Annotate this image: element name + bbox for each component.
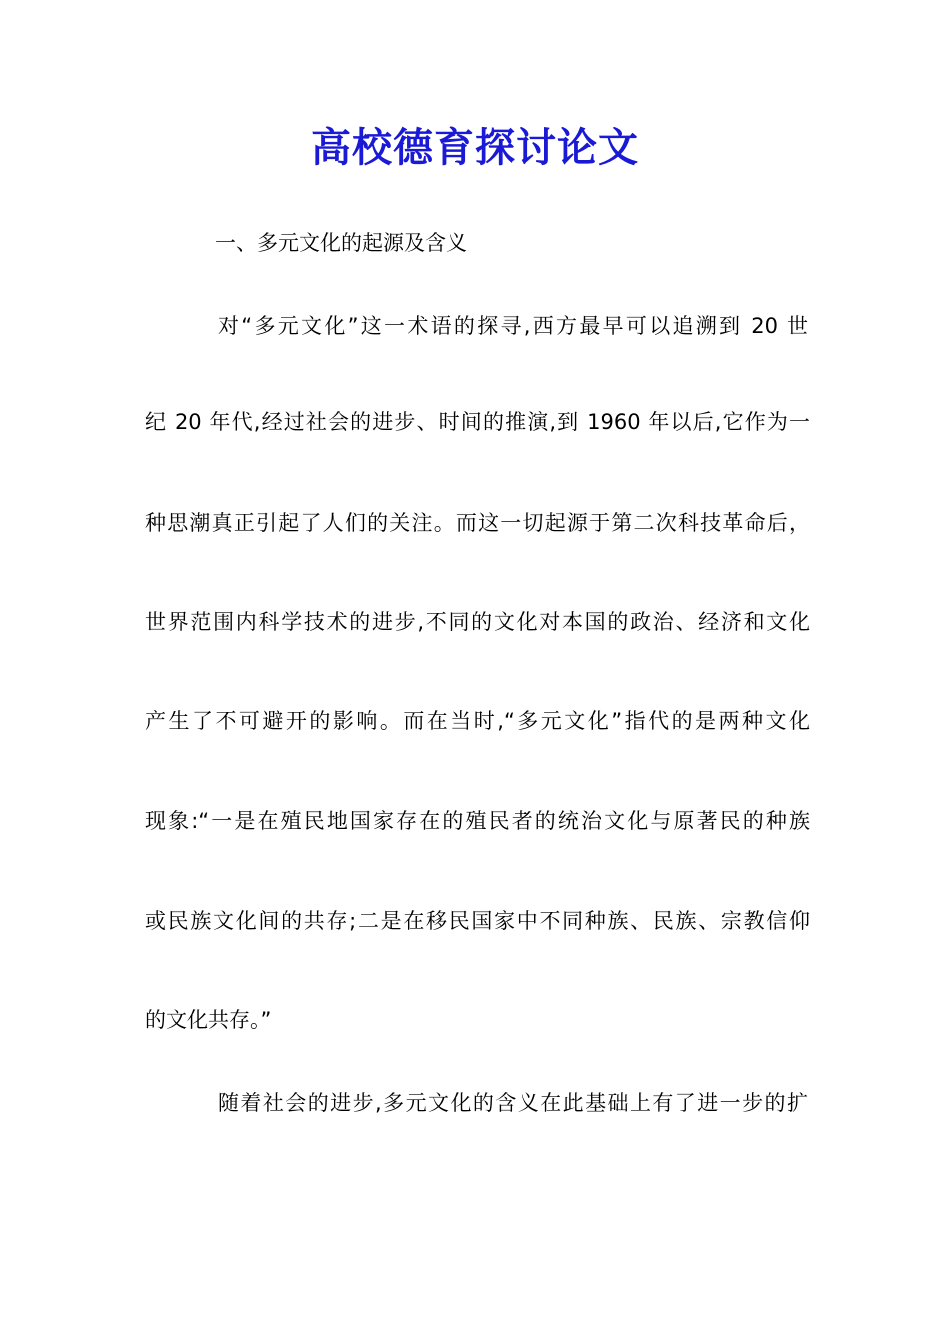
- document-title: 高校德育探讨论文: [311, 124, 639, 171]
- paragraph-line: 产生了不可避开的影响。而在当时,“多元文化”指代的是两种文化: [145, 709, 810, 733]
- paragraph-line: 随着社会的进步,多元文化的含义在此基础上有了进一步的扩: [218, 1091, 808, 1115]
- section-heading: 一、多元文化的起源及含义: [215, 231, 467, 255]
- paragraph-line: 对“多元文化”这一术语的探寻,西方最早可以追溯到 20 世: [218, 314, 808, 338]
- paragraph-line: 的文化共存。”: [145, 1008, 272, 1032]
- paragraph-line: 现象:“一是在殖民地国家存在的殖民者的统治文化与原著民的种族: [145, 809, 810, 833]
- paragraph-line: 世界范围内科学技术的进步,不同的文化对本国的政治、经济和文化: [145, 610, 810, 634]
- paragraph-line: 或民族文化间的共存;二是在移民国家中不同种族、民族、宗教信仰: [145, 909, 810, 933]
- paragraph-line: 种思潮真正引起了人们的关注。而这一切起源于第二次科技革命后，: [145, 511, 810, 535]
- paragraph-line: 纪 20 年代,经过社会的进步、时间的推演,到 1960 年以后,它作为一: [145, 410, 810, 434]
